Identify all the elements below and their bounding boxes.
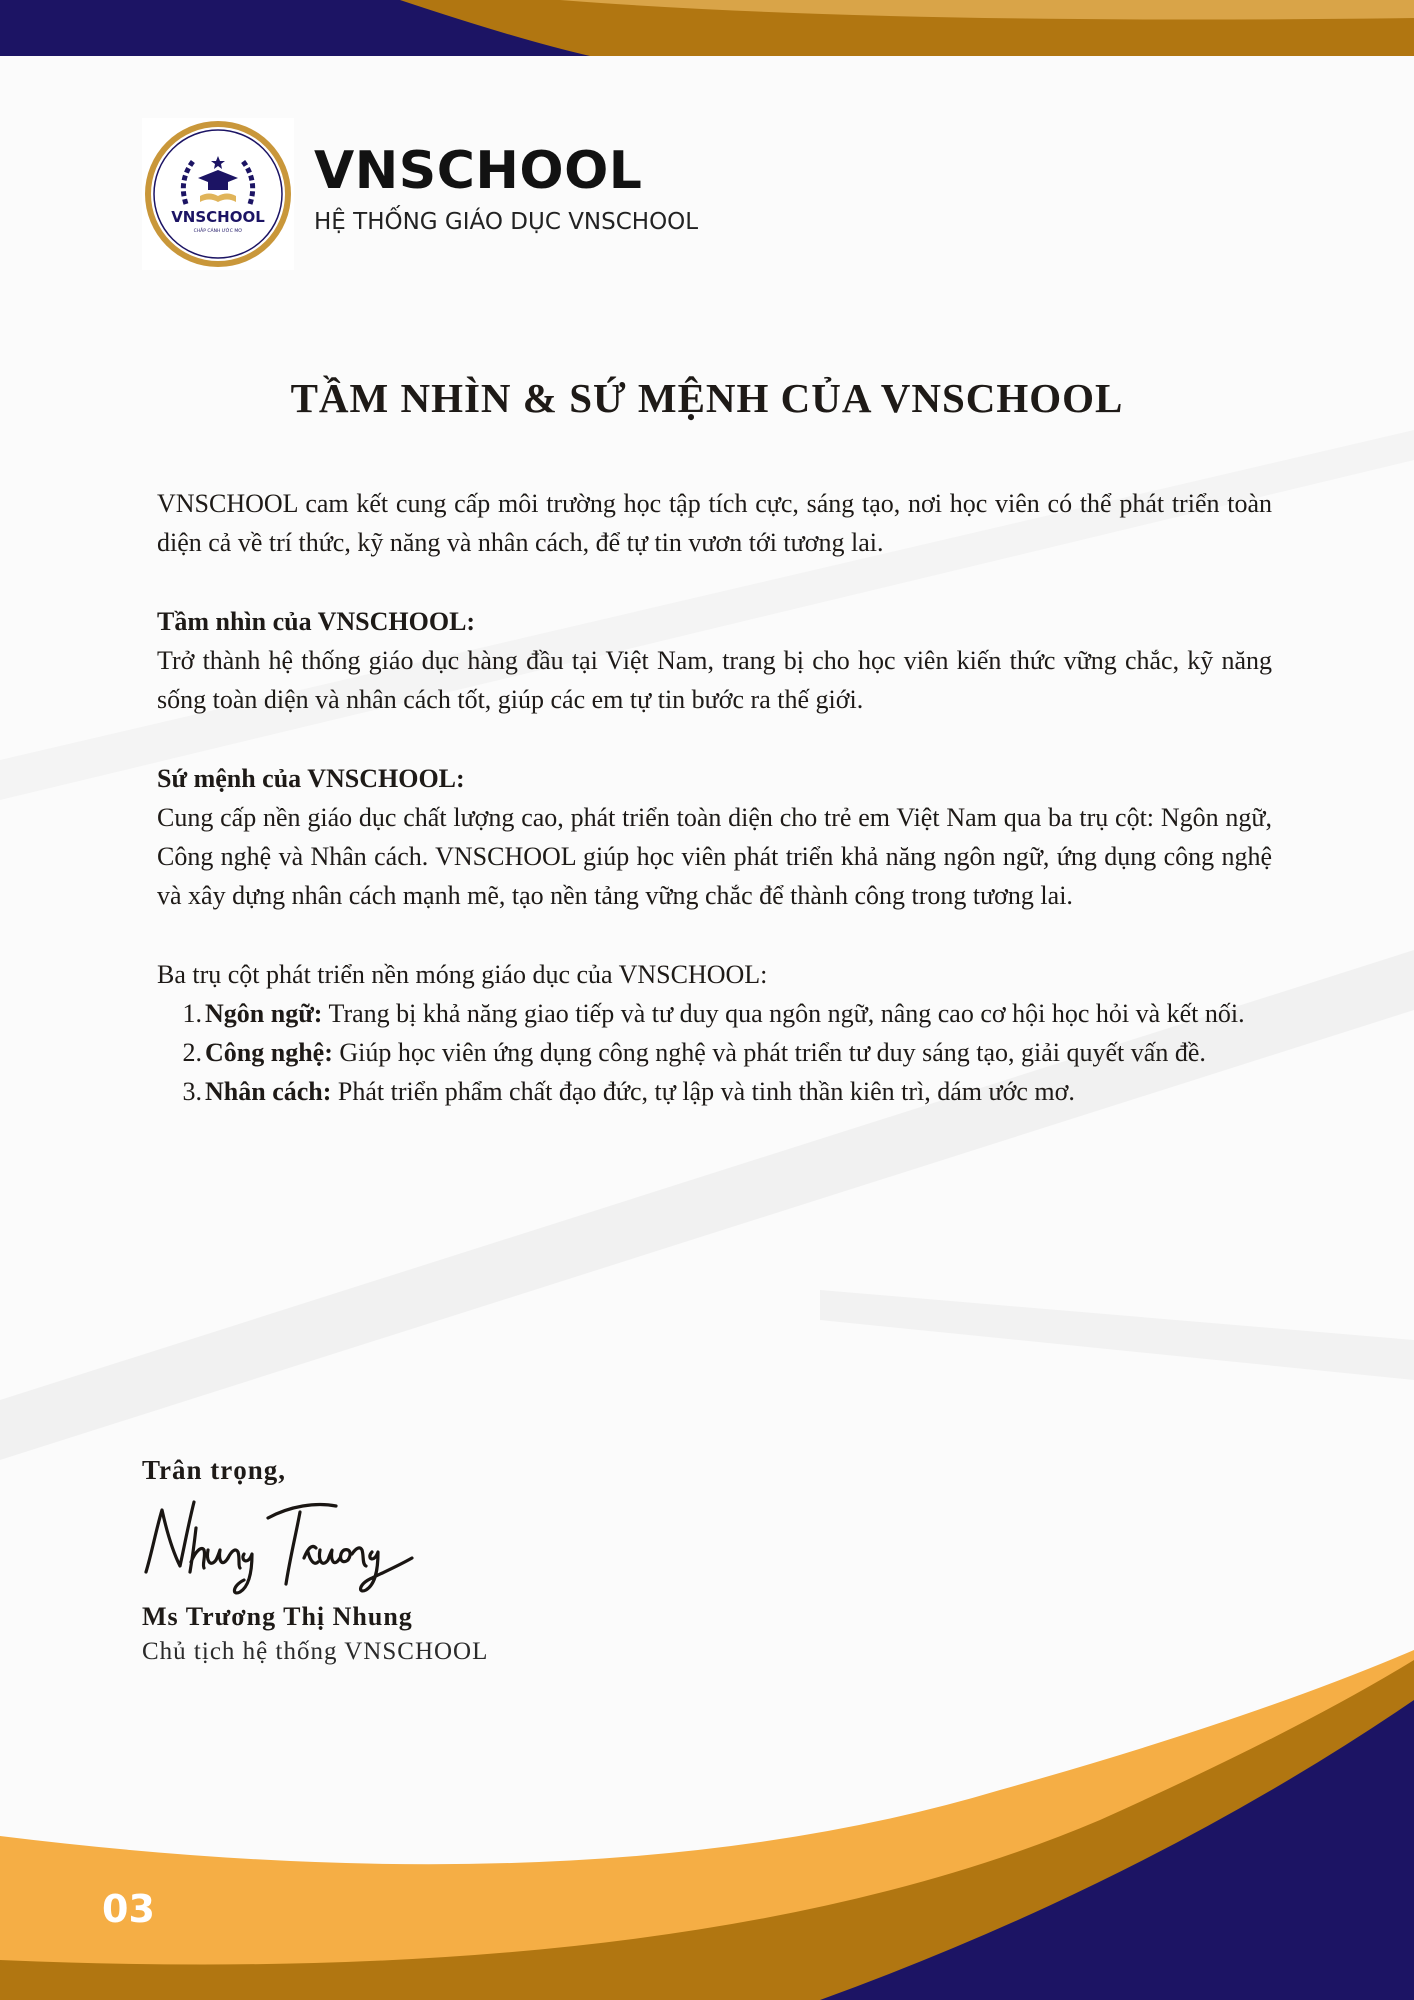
vnschool-logo <box>142 118 294 270</box>
list-item-label: Ngôn ngữ: <box>205 999 323 1028</box>
list-item <box>157 1072 1272 1111</box>
page-number: 03 <box>102 1887 155 1931</box>
pillars-list <box>157 994 1272 1111</box>
logo-tagline: CHẮP CÁNH ƯỚC MƠ <box>193 229 243 234</box>
list-item-text: Trang bị khả năng giao tiếp và tư duy qua ngôn ngữ, nâng cao cơ hội học hỏi và kết nối. <box>322 999 1245 1028</box>
signer-name: Ms Trương Thị Nhung <box>142 1602 413 1631</box>
brand-name: VNSCHOOL <box>314 141 643 201</box>
list-item <box>157 994 1272 1033</box>
list-item-label: Nhân cách: <box>205 1077 332 1106</box>
list-item-text: Phát triển phẩm chất đạo đức, tự lập và tinh thần kiên trì, dám ước mơ. <box>331 1077 1075 1106</box>
list-item-label: Công nghệ: <box>205 1038 333 1067</box>
handwritten-signature <box>140 1488 420 1598</box>
signer-role: Chủ tịch hệ thống VNSCHOOL <box>142 1638 489 1665</box>
mission-text: Cung cấp nền giáo dục chất lượng cao, phát triển toàn diện cho trẻ em Việt Nam qua ba trụ cột: Ngôn ngữ, Công nghệ và Nhân cách. VNSCHOOL giúp học viên phát triển khả năng ngôn ngữ, ứng dụng công nghệ và xây dựng nhân cách mạnh mẽ, tạo nền tảng vững chắc để thành công trong tương lai. <box>157 803 1272 910</box>
logo-wordmark: VNSCHOOL <box>171 208 265 226</box>
vision-text: Trở thành hệ thống giáo dục hàng đầu tại Việt Nam, trang bị cho học viên kiến thức vững chắc, kỹ năng sống toàn diện và nhân cách tốt, giúp các em tự tin bước ra thế giới. <box>157 646 1272 714</box>
list-item <box>157 1033 1272 1072</box>
mission-heading: Sứ mệnh của VNSCHOOL: <box>157 764 465 793</box>
vision-heading: Tầm nhìn của VNSCHOOL: <box>157 607 476 636</box>
list-item-number: 3. <box>182 1077 202 1106</box>
brand-subtitle: HỆ THỐNG GIÁO DỤC VNSCHOOL <box>314 209 699 235</box>
document-body <box>157 484 1272 1111</box>
list-item-number: 1. <box>182 999 202 1028</box>
closing-salutation: Trân trọng, <box>142 1455 286 1485</box>
document-title: TẦM NHÌN & SỨ MỆNH CỦA VNSCHOOL <box>290 375 1124 421</box>
intro-paragraph: VNSCHOOL cam kết cung cấp môi trường học tập tích cực, sáng tạo, nơi học viên có thể phát triển toàn diện cả về trí thức, kỹ năng và nhân cách, để tự tin vươn tới tương lai. <box>157 489 1272 557</box>
list-item-number: 2. <box>182 1038 202 1067</box>
list-item-text: Giúp học viên ứng dụng công nghệ và phát triển tư duy sáng tạo, giải quyết vấn đề. <box>332 1038 1206 1067</box>
pillars-intro: Ba trụ cột phát triển nền móng giáo dục của VNSCHOOL: <box>157 960 768 989</box>
